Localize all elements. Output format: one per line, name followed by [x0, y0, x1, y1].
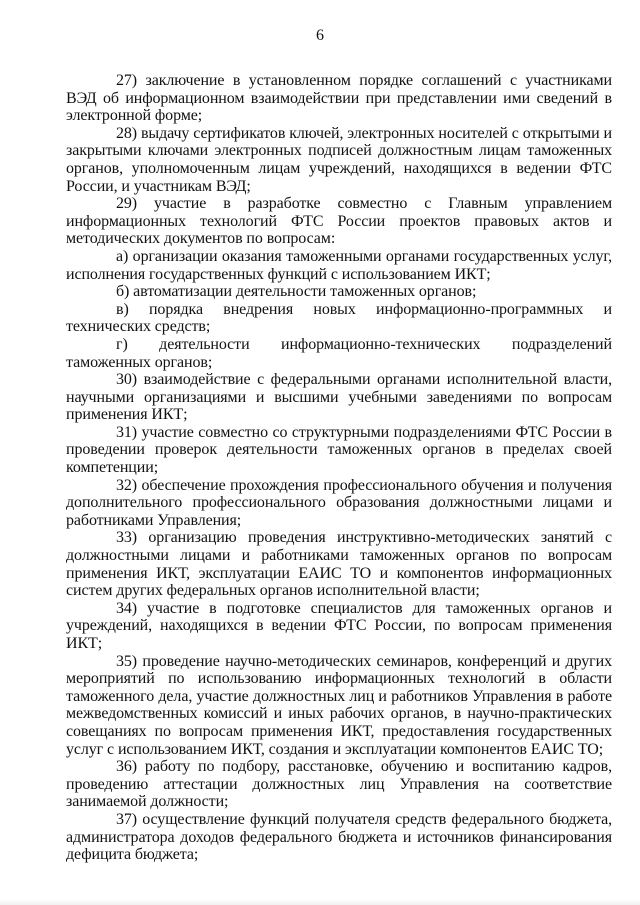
paragraph-29-a: а) организации оказания таможенными органами государственных услуг, исполнения государственных функций с использованием ИКТ;: [66, 247, 612, 283]
paragraph-28: 28) выдачу сертификатов ключей, электронных носителей с открытыми и закрытыми ключами электронных подписей должностным лицам таможенных органов, уполномоченным лицам учреждений, находящихся в ведении ФТС России, и участникам ВЭД;: [66, 124, 612, 195]
page-number: 6: [316, 27, 324, 44]
paragraph-32: 32) обеспечение прохождения профессионального обучения и получения дополнительного профессионального образования должностными лицами и работниками Управления;: [66, 476, 612, 529]
paragraph-29: 29) участие в разработке совместно с Главным управлением информационных технологий ФТС России проектов правовых актов и методических документов по вопросам:: [66, 195, 612, 248]
paragraph-29-b: б) автоматизации деятельности таможенных органов;: [116, 283, 477, 301]
paragraph-29-v: в) порядка внедрения новых информационно-программных и технических средств;: [66, 300, 612, 336]
paragraph-31: 31) участие совместно со структурными подразделениями ФТС России в проведении проверок деятельности таможенных органов в пределах своей компетенции;: [66, 423, 612, 477]
paragraph-30: 30) взаимодействие с федеральными органами исполнительной власти, научными организациями и высшими учебными заведениями по вопросам применения ИКТ;: [66, 371, 612, 424]
paragraph-34: 34) участие в подготовке специалистов для таможенных органов и учреждений, находящихся в ведении ФТС России, по вопросам применения ИКТ;: [66, 599, 612, 652]
paragraph-33: 33) организацию проведения инструктивно-методических занятий с должностными лицами и работниками таможенных органов по вопросам применения ИКТ, эксплуатации ЕАИС ТО и компонентов информационных систем других федеральных органов исполнительной власти;: [66, 529, 612, 600]
paragraph-36: 36) работу по подбору, расстановке, обучению и воспитанию кадров, проведению аттестации должностных лиц Управления на соответствие занимаемой должности;: [66, 758, 612, 811]
scan-edge: [0, 899, 640, 905]
paragraph-29-g: г) деятельности информационно-технических подразделений таможенных органов;: [66, 335, 612, 371]
paragraph-35: 35) проведение научно-методических семинаров, конференций и других мероприятий по использованию информационных технологий в области таможенного дела, участие должностных лиц и работников Управления в работе межведомственных комиссий и иных рабочих органов, в научно-практических совещаниях по вопросам применения ИКТ, предоставления государственных услуг с использованием ИКТ, создания и эксплуатации компонентов ЕАИС ТО;: [66, 652, 612, 758]
document-body: [66, 72, 612, 864]
paragraph-27: 27) заключение в установленном порядке соглашений с участниками ВЭД об информационном взаимодействии при представлении ими сведений в электронной форме;: [66, 72, 612, 125]
paragraph-37: 37) осуществление функций получателя средств федерального бюджета, администратора доходов федерального бюджета и источников финансирования дефицита бюджета;: [66, 810, 612, 864]
